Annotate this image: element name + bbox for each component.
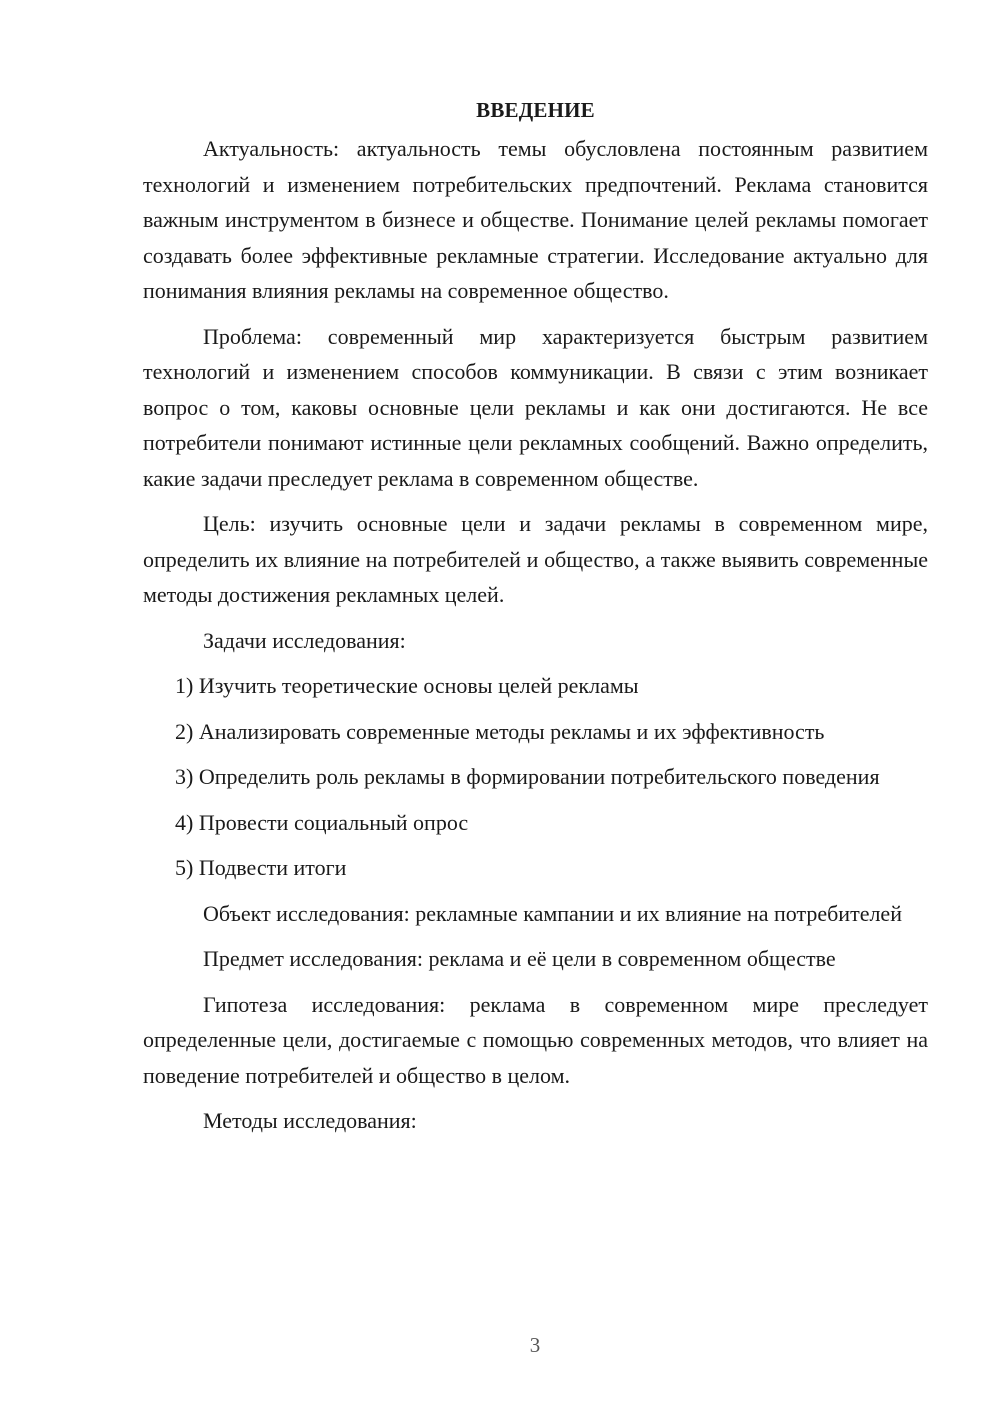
page-number: 3	[529, 1333, 541, 1357]
task-item-1: 1) Изучить теоретические основы целей рекламы	[175, 673, 639, 698]
section-title: ВВЕДЕНИЕ	[476, 98, 595, 122]
task-item-4: 4) Провести социальный опрос	[175, 809, 469, 835]
task-item-5: 5) Подвести итоги	[175, 855, 347, 880]
paragraph-methods: Методы исследования:	[203, 1108, 417, 1133]
paragraph-hypothesis: Гипотеза исследования: реклама в современном мире преследует определенные цели, достигаемые с помощью современных методов, что влияет на поведение потребителей и общество в целом.	[143, 991, 928, 1088]
task-item-2: 2) Анализировать современные методы рекламы и их эффективность	[175, 718, 825, 744]
paragraph-tasks-heading: Задачи исследования:	[203, 627, 406, 653]
page-content	[143, 92, 928, 1149]
paragraph-subject: Предмет исследования: реклама и её цели в современном обществе	[203, 946, 836, 971]
paragraph-relevance: Актуальность: актуальность темы обусловлена постоянным развитием технологий и изменением потребительских предпочтений. Реклама становится важным инструментом в бизнесе и обществе. Понимание целей рекламы помогает создавать более эффективные рекламные стратегии. Исследование актуально для понимания влияния рекламы на современное общество.	[143, 136, 928, 303]
task-item-3: 3) Определить роль рекламы в формировании потребительского поведения	[175, 764, 880, 789]
paragraph-problem: Проблема: современный мир характеризуется быстрым развитием технологий и изменением способов коммуникации. В связи с этим возникает вопрос о том, каковы основные цели рекламы и как они достигаются. Не все потребители понимают истинные цели рекламных сообщений. Важно определить, какие задачи преследует реклама в современном обществе.	[143, 323, 928, 491]
paragraph-object: Объект исследования: рекламные кампании и их влияние на потребителей	[203, 900, 902, 926]
paragraph-goal: Цель: изучить основные цели и задачи рекламы в современном мире, определить их влияние на потребителей и общество, а также выявить современные методы достижения рекламных целей.	[143, 511, 928, 607]
